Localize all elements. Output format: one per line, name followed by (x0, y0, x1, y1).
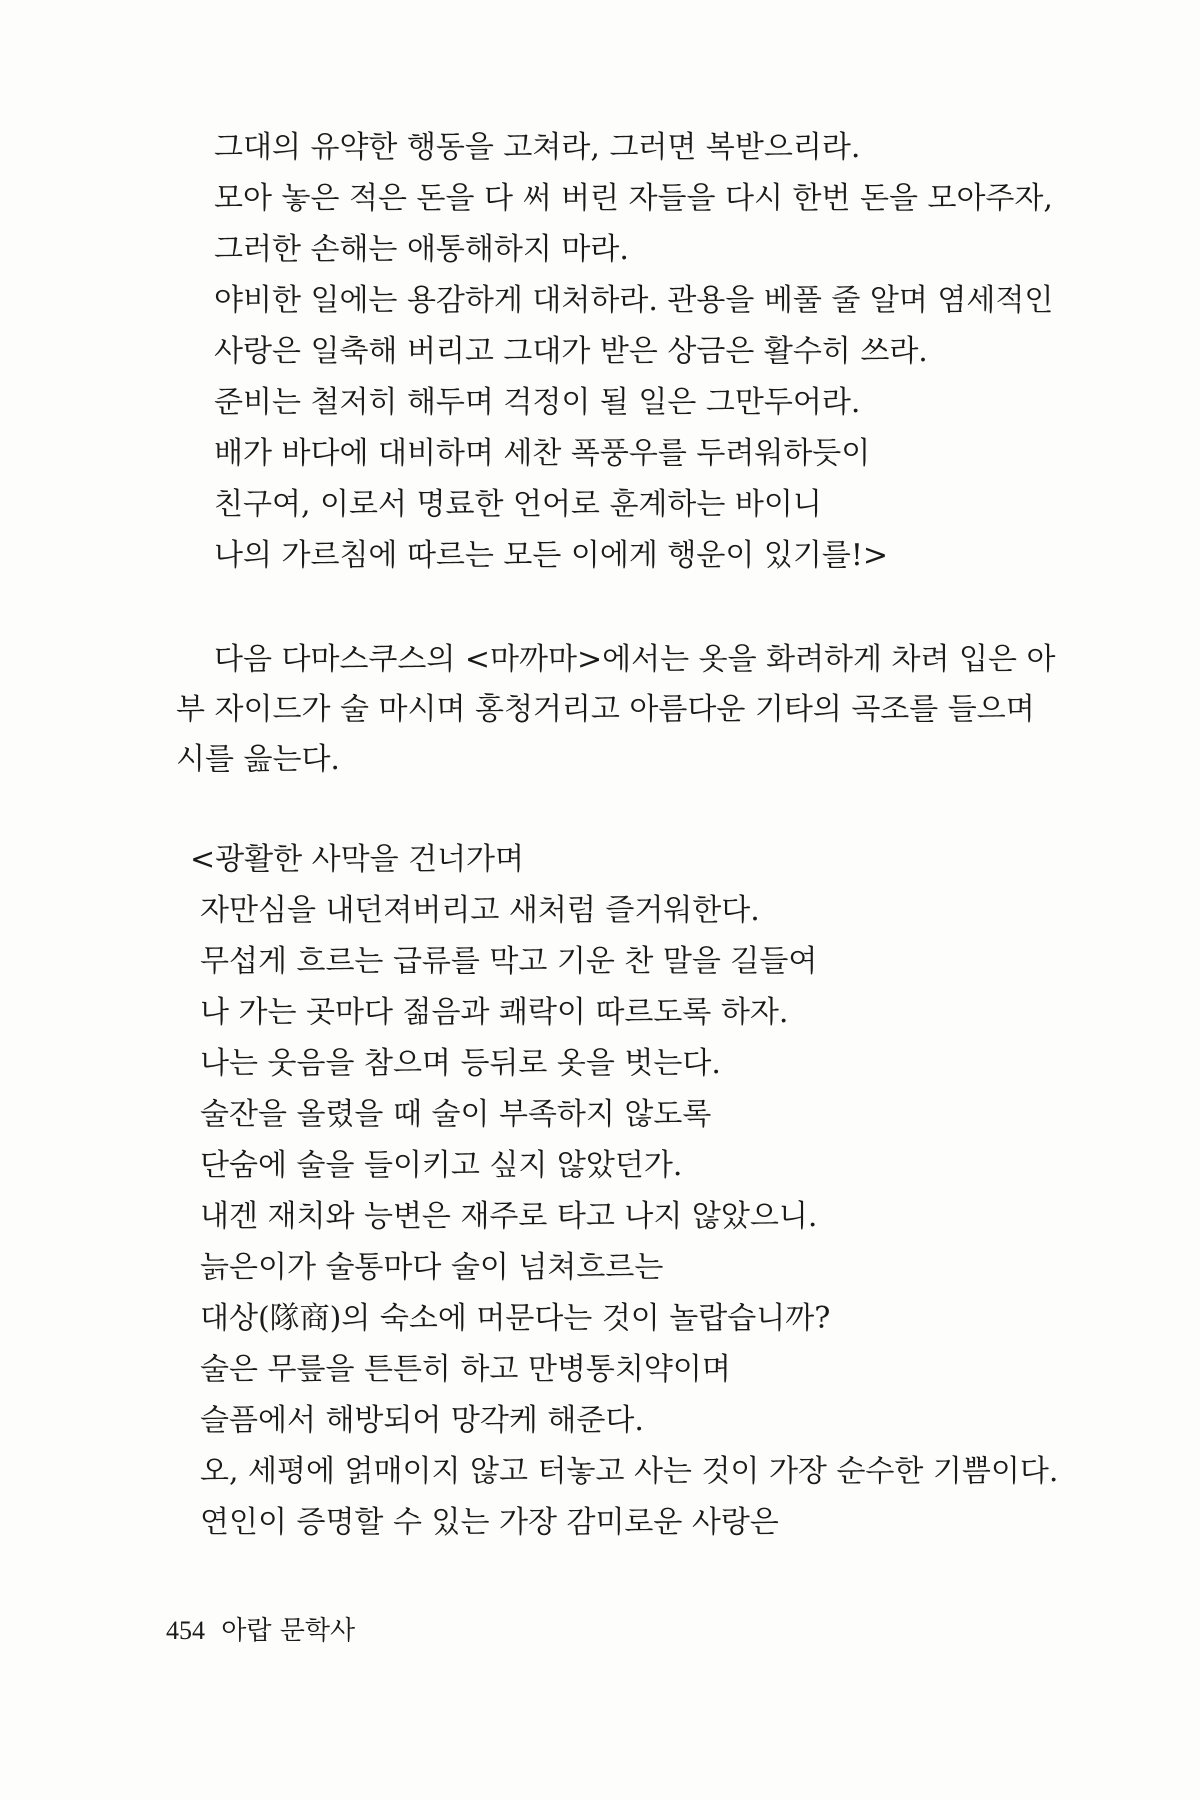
prose-line: 시를 읊는다. (176, 742, 340, 777)
poem-line: 술잔을 올렸을 때 술이 부족하지 않도록 (200, 1097, 712, 1132)
poem-line: 그대의 유약한 행동을 고쳐라, 그러면 복받으리라. (214, 130, 861, 165)
prose-line: 다음 다마스쿠스의 <마까마>에서는 옷을 화려하게 차려 입은 아 (214, 642, 1056, 677)
prose-line: 부 자이드가 술 마시며 홍청거리고 아름다운 기타의 곡조를 들으며 (176, 692, 1035, 727)
poem-line: 슬픔에서 해방되어 망각케 해준다. (200, 1403, 644, 1438)
poem-line: 연인이 증명할 수 있는 가장 감미로운 사랑은 (200, 1505, 779, 1540)
poem-line: 준비는 철저히 해두며 걱정이 될 일은 그만두어라. (214, 385, 861, 420)
poem-line: 나는 웃음을 참으며 등뒤로 옷을 벗는다. (200, 1046, 721, 1081)
poem-line: 야비한 일에는 용감하게 대처하라. 관용을 베풀 줄 알며 염세적인 (214, 283, 1054, 318)
poem-line: 배가 바다에 대비하며 세찬 폭풍우를 두려워하듯이 (214, 436, 871, 471)
poem-line: 오, 세평에 얽매이지 않고 터놓고 사는 것이 가장 순수한 기쁨이다. (200, 1454, 1059, 1489)
poem-line: 술은 무릎을 튼튼히 하고 만병통치약이며 (200, 1352, 731, 1387)
poem-line: 무섭게 흐르는 급류를 막고 기운 찬 말을 길들여 (200, 944, 818, 979)
poem-line: 사랑은 일축해 버리고 그대가 받은 상금은 활수히 쓰라. (214, 334, 928, 369)
poem-line: 친구여, 이로서 명료한 언어로 훈계하는 바이니 (214, 487, 822, 522)
poem-line: 나 가는 곳마다 젊음과 쾌락이 따르도록 하자. (200, 995, 789, 1030)
page-number: 454 (166, 1616, 205, 1645)
running-title: 아랍 문학사 (221, 1616, 356, 1646)
poem-line: 그러한 손해는 애통해하지 마라. (214, 232, 629, 267)
poem-line: 단숨에 술을 들이키고 싶지 않았던가. (200, 1148, 683, 1183)
poem-line: 나의 가르침에 따르는 모든 이에게 행운이 있기를!> (214, 538, 889, 573)
poem-line: <광활한 사막을 건너가며 (190, 842, 525, 877)
poem-line: 늙은이가 술통마다 술이 넘쳐흐르는 (200, 1250, 664, 1285)
poem-line: 모아 놓은 적은 돈을 다 써 버린 자들을 다시 한번 돈을 모아주자, (214, 181, 1053, 216)
poem-line: 자만심을 내던져버리고 새처럼 즐거워한다. (200, 893, 760, 928)
poem-line: 내겐 재치와 능변은 재주로 타고 나지 않았으니. (200, 1199, 818, 1234)
page-footer (166, 1614, 355, 1648)
poem-line: 대상(隊商)의 숙소에 머문다는 것이 놀랍습니까? (200, 1301, 831, 1336)
